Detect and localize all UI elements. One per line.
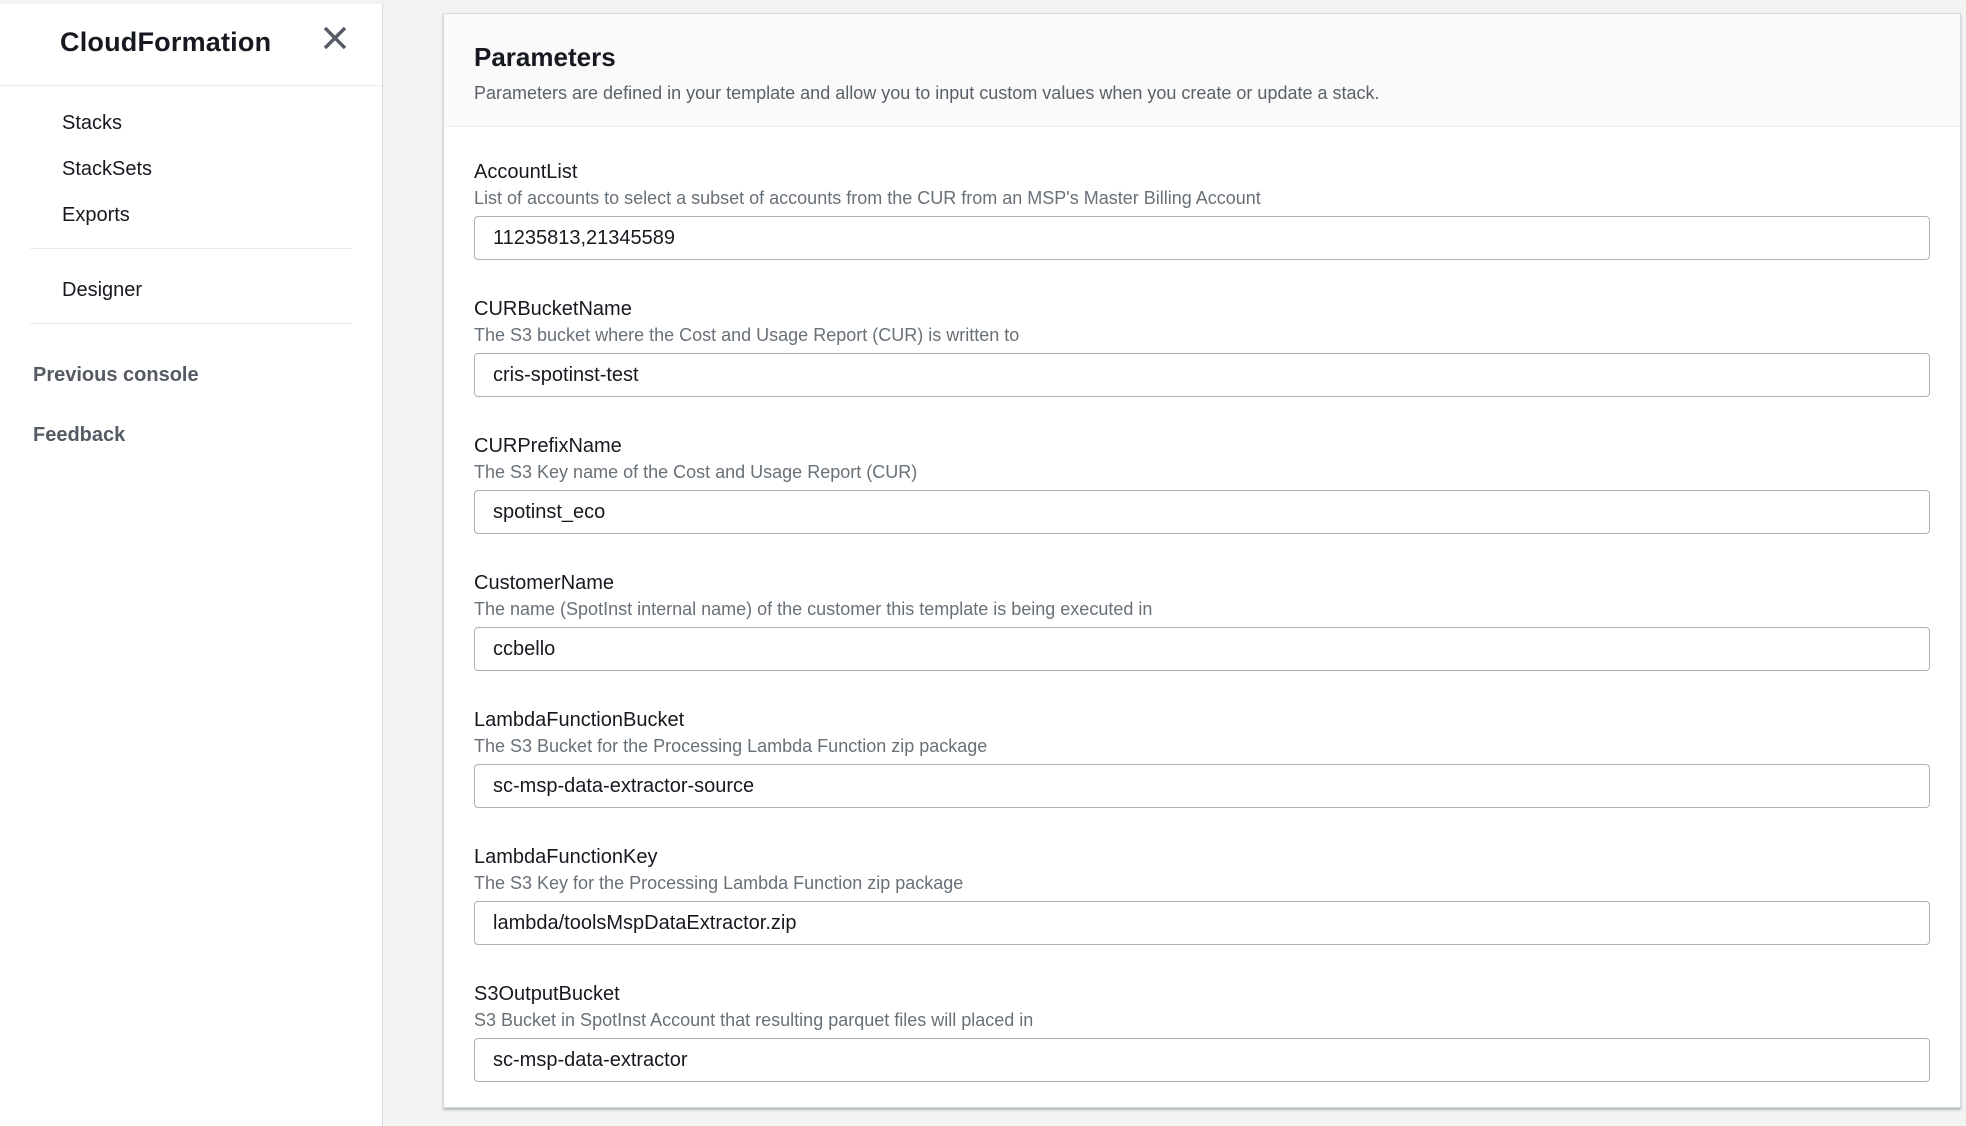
parameter-label: CURBucketName (474, 298, 632, 320)
parameter-description: The S3 Key name of the Cost and Usage Report (CUR) (474, 462, 918, 482)
parameters-card-header (444, 14, 1960, 127)
sidebar-divider (30, 323, 352, 324)
curprefixname-input[interactable] (474, 490, 1930, 534)
sidebar-header (0, 0, 382, 86)
customername-input[interactable] (474, 627, 1930, 671)
parameters-card-body (444, 127, 1960, 1082)
page-title: Parameters (474, 42, 616, 72)
parameter-label: S3OutputBucket (474, 983, 620, 1005)
accountlist-input[interactable] (474, 216, 1930, 260)
sidebar-item-previous-console[interactable]: Previous console (33, 364, 199, 386)
sidebar-item-designer[interactable]: Designer (62, 279, 143, 301)
parameter-field-lambdafunctionbucket (474, 708, 1930, 808)
sidebar-divider (30, 248, 352, 249)
sidebar-title: CloudFormation (60, 27, 272, 57)
parameter-label: CURPrefixName (474, 435, 622, 457)
sidebar (0, 0, 383, 1126)
close-sidebar-button[interactable] (318, 23, 352, 57)
parameter-field-curprefixname (474, 434, 1930, 534)
curbucketname-input[interactable] (474, 353, 1930, 397)
parameter-field-customername (474, 571, 1930, 671)
parameter-label: LambdaFunctionKey (474, 846, 658, 868)
sidebar-item-exports[interactable]: Exports (62, 204, 130, 226)
parameter-description: S3 Bucket in SpotInst Account that resulting parquet files will placed in (474, 1010, 1034, 1030)
parameter-field-accountlist (474, 160, 1930, 260)
lambdafunctionkey-input[interactable] (474, 901, 1930, 945)
parameters-card-description: Parameters are defined in your template and allow you to input custom values when you create or update a stack. (474, 83, 1380, 103)
parameter-description: The S3 Key for the Processing Lambda Function zip package (474, 873, 964, 893)
sidebar-item-stacks[interactable]: Stacks (62, 112, 123, 134)
parameter-field-s3outputbucket (474, 982, 1930, 1082)
parameter-field-curbucketname (474, 297, 1930, 397)
parameters-card (443, 13, 1961, 1108)
parameter-field-lambdafunctionkey (474, 845, 1930, 945)
lambdafunctionbucket-input[interactable] (474, 764, 1930, 808)
sidebar-nav (0, 86, 382, 448)
parameter-description: The name (SpotInst internal name) of the customer this template is being executed in (474, 599, 1153, 619)
main-content (384, 0, 1966, 1126)
sidebar-item-stacksets[interactable]: StackSets (62, 158, 153, 180)
sidebar-item-feedback[interactable]: Feedback (33, 424, 126, 446)
parameter-label: AccountList (474, 161, 578, 183)
parameter-description: The S3 Bucket for the Processing Lambda Function zip package (474, 736, 988, 756)
parameter-description: List of accounts to select a subset of accounts from the CUR from an MSP's Master Billing Account (474, 188, 1261, 208)
parameter-label: LambdaFunctionBucket (474, 709, 685, 731)
parameter-description: The S3 bucket where the Cost and Usage Report (CUR) is written to (474, 325, 1020, 345)
s3outputbucket-input[interactable] (474, 1038, 1930, 1082)
close-icon (320, 23, 350, 56)
parameter-label: CustomerName (474, 572, 615, 594)
